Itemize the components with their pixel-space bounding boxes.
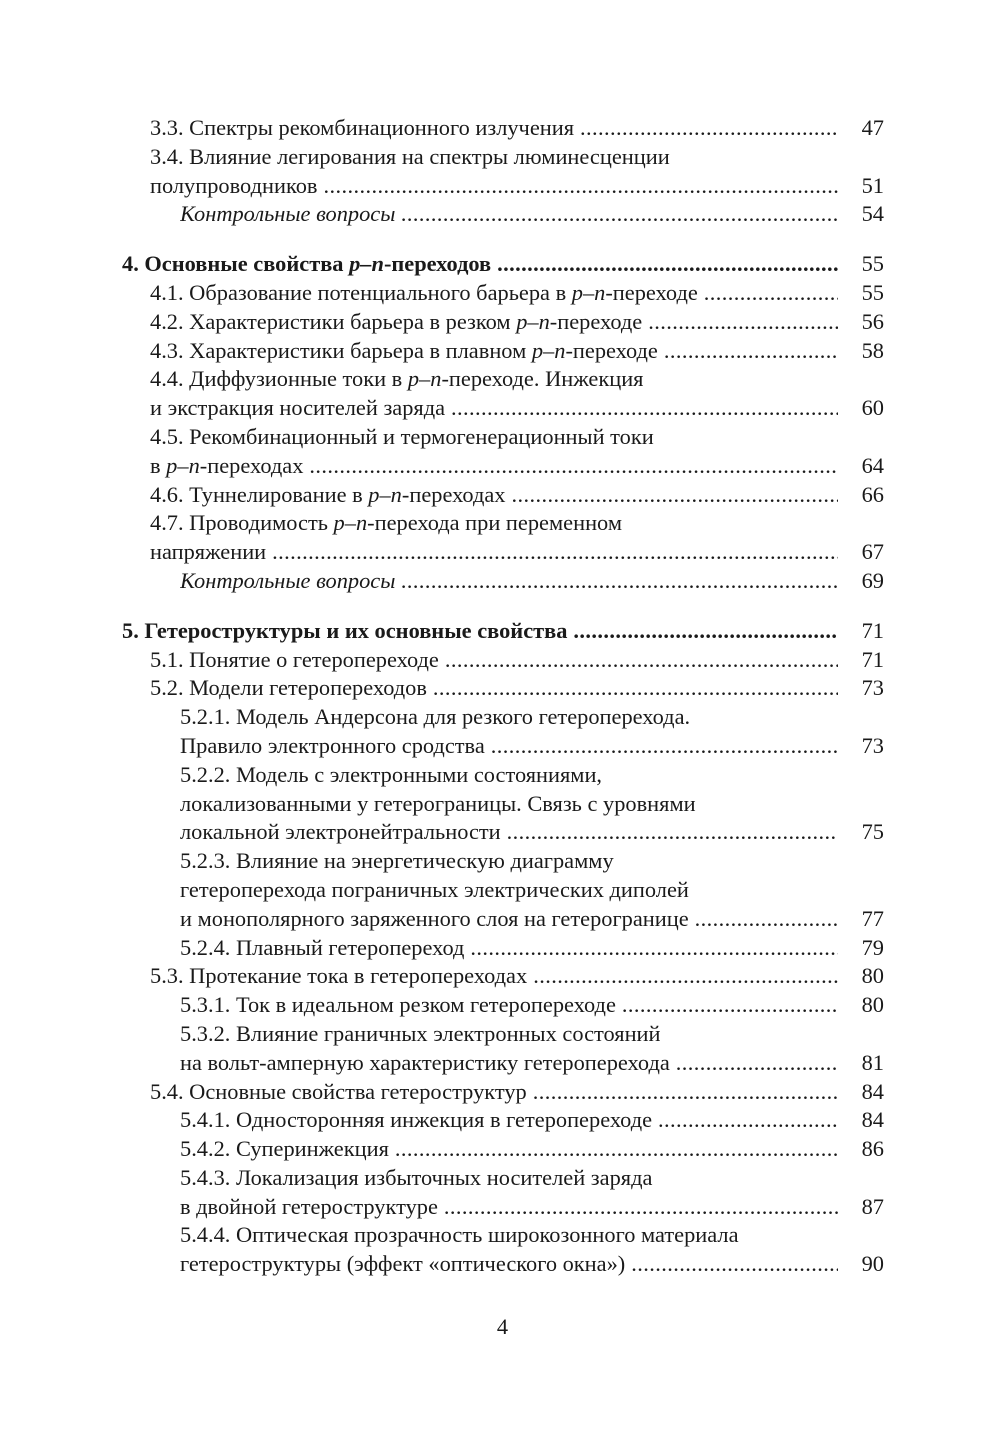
toc-entry-title: 5.3.2. Влияние граничных электронных состояний: [180, 1020, 661, 1046]
toc-entry[interactable]: [122, 394, 892, 423]
toc-entry-title: 4.6. Туннелирование в p–n-переходах .....: [150, 481, 838, 510]
toc-entry-title: 4.3. Характеристики барьера в плавном p–n-переходе .....: [150, 337, 838, 366]
toc-entry-title: 5.4. Основные свойства гетероструктур .....: [150, 1078, 838, 1107]
toc-entry[interactable]: [122, 1193, 892, 1222]
toc-entry-title: 4.1. Образование потенциального барьера в p–n-переходе .....: [150, 279, 838, 308]
toc-entry[interactable]: [122, 365, 892, 394]
toc-entry-page: 84: [861, 1078, 884, 1104]
toc-entry[interactable]: [122, 905, 892, 934]
toc-entry-page: 66: [861, 481, 884, 507]
toc-entry[interactable]: [122, 114, 892, 143]
toc-entry-page: 77: [861, 905, 884, 931]
toc-entry-page: 56: [861, 308, 884, 334]
toc-entry-title: в двойной гетероструктуре .....: [180, 1193, 838, 1222]
toc-entry-title: Правило электронного сродства .....: [180, 732, 838, 761]
toc-entry[interactable]: [122, 934, 892, 963]
toc-entry-title: 3.4. Влияние легирования на спектры люминесценции: [150, 143, 670, 169]
toc-entry-page: 81: [861, 1049, 884, 1075]
toc-entry-title: 5.4.4. Оптическая прозрачность широкозонного материала: [180, 1222, 739, 1248]
toc-entry-page: 54: [861, 201, 884, 227]
toc-entry-title: 5.3. Протекание тока в гетеропереходах .....: [150, 962, 838, 991]
toc-entry-title: Контрольные вопросы .....: [180, 567, 838, 596]
toc-entry-page: 64: [861, 452, 884, 478]
toc-entry[interactable]: [122, 1049, 892, 1078]
toc-entry[interactable]: [122, 1164, 892, 1193]
toc-entry-page: 60: [861, 395, 884, 421]
toc-entry-page: 79: [861, 934, 884, 960]
toc-entry-title: 5.2.3. Влияние на энергетическую диаграмму: [180, 848, 614, 874]
toc-entry-questions[interactable]: [122, 567, 892, 596]
toc-entry-title: 5.2.1. Модель Андерсона для резкого гетероперехода.: [180, 704, 691, 730]
toc-entry-page: 73: [861, 675, 884, 701]
toc-entry[interactable]: [122, 1020, 892, 1049]
toc-entry-title: 4.5. Рекомбинационный и термогенерационный токи: [150, 423, 654, 449]
toc-entry-title: 5.3.1. Ток в идеальном резком гетеропереходе .....: [180, 991, 838, 1020]
toc-entry[interactable]: [122, 172, 892, 201]
toc-entry-page: 51: [861, 172, 884, 198]
toc-entry-title: 4.4. Диффузионные токи в p–n-переходе. Инжекция: [150, 366, 644, 392]
toc-entry-title: 5.4.2. Суперинжекция .....: [180, 1135, 838, 1164]
toc-entry[interactable]: [122, 308, 892, 337]
toc-entry[interactable]: [122, 761, 892, 790]
toc-entry-title: на вольт-амперную характеристику гетероперехода .....: [180, 1049, 838, 1078]
toc-entry-page: 71: [861, 617, 884, 643]
toc-entry-title: полупроводников .....: [150, 172, 838, 201]
toc-entry-page: 55: [861, 279, 884, 305]
toc-entry[interactable]: [122, 674, 892, 703]
toc-entry-page: 80: [861, 963, 884, 989]
toc-entry-page: 55: [861, 251, 884, 277]
toc-entry-questions[interactable]: [122, 200, 892, 229]
toc-entry[interactable]: [122, 509, 892, 538]
toc-entry-title: и экстракция носителей заряда .....: [150, 394, 838, 423]
toc-entry-page: 73: [861, 732, 884, 758]
toc-entry-page: 86: [861, 1136, 884, 1162]
toc-chapter-title: 5. Гетероструктуры и их основные свойства .....: [122, 617, 838, 646]
toc-entry[interactable]: [122, 646, 892, 675]
toc-entry-title: 5.4.3. Локализация избыточных носителей заряда: [180, 1164, 653, 1190]
toc-entry[interactable]: [122, 1250, 892, 1279]
toc-entry-page: 58: [861, 337, 884, 363]
toc-entry-page: 47: [861, 115, 884, 140]
toc-chapter[interactable]: [122, 617, 892, 646]
toc-entry-title: 5.1. Понятие о гетеропереходе .....: [150, 646, 838, 675]
toc-entry[interactable]: [122, 337, 892, 366]
toc-entry[interactable]: [122, 703, 892, 732]
toc-entry-title: 5.2.4. Плавный гетеропереход .....: [180, 934, 838, 963]
toc-entry-title: 3.3. Спектры рекомбинационного излучения .....: [150, 114, 838, 143]
toc-entry[interactable]: [122, 1221, 892, 1250]
table-of-contents: [122, 114, 892, 1279]
toc-entry[interactable]: [122, 481, 892, 510]
toc-entry-title: гетероперехода пограничных электрических диполей: [180, 876, 689, 902]
toc-entry-page: 80: [861, 992, 884, 1018]
toc-chapter-title: 4. Основные свойства p–n-переходов .....: [122, 250, 838, 279]
toc-entry-title: 4.2. Характеристики барьера в резком p–n-переходе .....: [150, 308, 838, 337]
toc-entry-page: 84: [861, 1107, 884, 1133]
toc-entry[interactable]: [122, 991, 892, 1020]
toc-entry-page: 90: [861, 1251, 884, 1277]
toc-entry-title: и монополярного заряженного слоя на гетерогранице .....: [180, 905, 838, 934]
toc-entry-title: 4.7. Проводимость p–n-перехода при переменном: [150, 510, 622, 536]
toc-entry-title: в p–n-переходах .....: [150, 452, 838, 481]
toc-entry[interactable]: [122, 423, 892, 452]
toc-entry-page: 67: [861, 539, 884, 565]
toc-entry-title: локализованными у гетерограницы. Связь с уровнями: [180, 790, 696, 816]
toc-entry-title: 5.4.1. Односторонняя инжекция в гетеропереходе .....: [180, 1106, 838, 1135]
toc-entry-title: напряжении .....: [150, 538, 838, 567]
toc-chapter[interactable]: [122, 250, 892, 279]
toc-entry-page: 71: [861, 646, 884, 672]
toc-entry[interactable]: [122, 143, 892, 172]
toc-entry[interactable]: [122, 732, 892, 761]
toc-entry[interactable]: [122, 962, 892, 991]
toc-entry[interactable]: [122, 279, 892, 308]
toc-entry[interactable]: [122, 818, 892, 847]
toc-entry[interactable]: [122, 790, 892, 819]
toc-entry-title: 5.2.2. Модель с электронными состояниями,: [180, 761, 603, 787]
toc-entry-title: локальной электронейтральности .....: [180, 818, 838, 847]
toc-entry[interactable]: [122, 1106, 892, 1135]
page-number: 4: [496, 1314, 509, 1339]
toc-entry[interactable]: [122, 1078, 892, 1107]
toc-entry[interactable]: [122, 538, 892, 567]
toc-entry[interactable]: [122, 876, 892, 905]
toc-entry[interactable]: [122, 452, 892, 481]
toc-entry-page: 69: [861, 567, 884, 593]
toc-entry-title: гетероструктуры (эффект «оптического окна») .....: [180, 1250, 838, 1279]
toc-entry[interactable]: [122, 847, 892, 876]
toc-entry[interactable]: [122, 1135, 892, 1164]
toc-entry-page: 75: [861, 819, 884, 845]
toc-entry-page: 87: [861, 1193, 884, 1219]
toc-entry-title: 5.2. Модели гетеропереходов .....: [150, 674, 838, 703]
toc-entry-title: Контрольные вопросы .....: [180, 200, 838, 229]
